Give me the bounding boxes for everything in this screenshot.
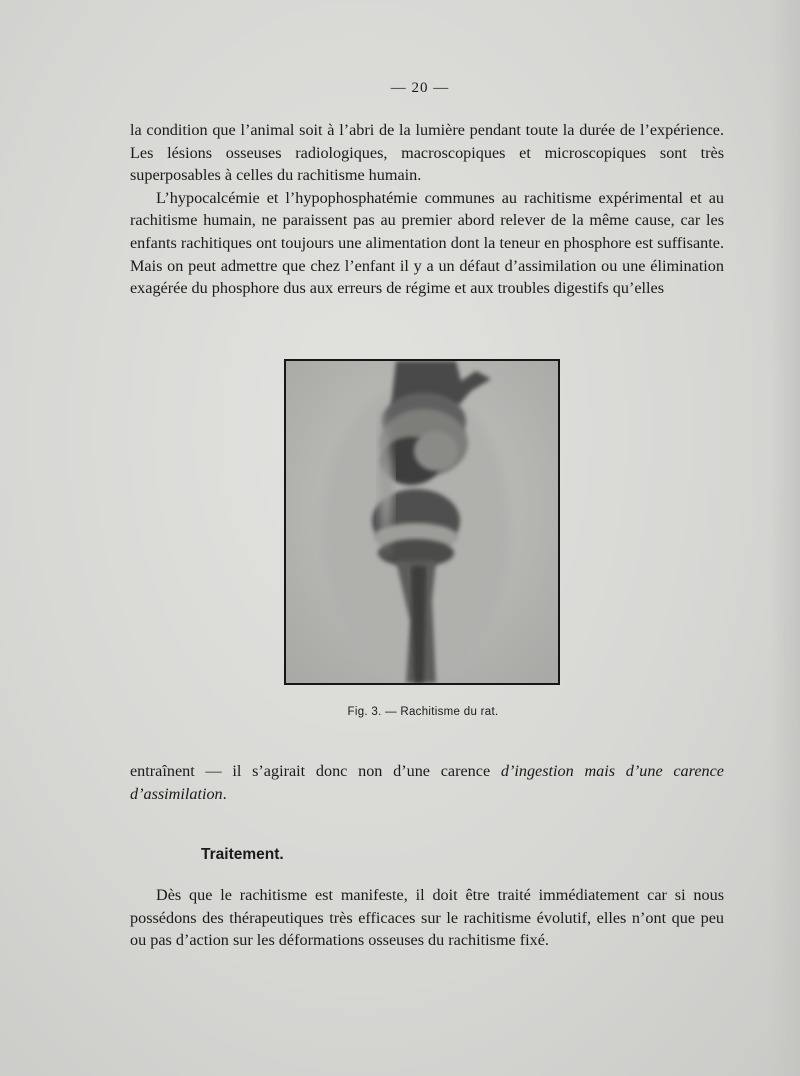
rat-bone-xray-image	[286, 361, 558, 683]
xray-figure	[284, 359, 560, 685]
continuation-end: .	[222, 784, 227, 803]
continuation-paragraph	[130, 760, 724, 805]
intro-text-block	[130, 119, 724, 300]
page-edge-shadow	[770, 0, 800, 1076]
continuation-text: entraînent — il s’agirait donc non d’une carence	[130, 762, 501, 780]
figure-caption: Fig. 3. — Rachitisme du rat.	[347, 706, 499, 718]
continuation-italic-text: d’ingestion mais d’une carence d’assimilation	[130, 762, 724, 803]
treatment-paragraph	[130, 884, 724, 952]
page-number: — 20 —	[390, 80, 450, 96]
paragraph-condition: la condition que l’animal soit à l’abri de la lumière pendant toute la durée de l’expérience. Les lésions osseuses radiologiques, macroscopiques et microscopiques sont très superposables à celles du rachitisme humain.	[130, 121, 724, 185]
section-heading: Traitement.	[201, 846, 284, 863]
paragraph-hypocalcemia: L’hypocalcémie et l’hypophosphatémie communes au rachitisme expérimental et au rachitisme humain, ne paraissent pas au premier abord relever de la même cause, car les enfants rachitiques ont toujours une alimentation dont la teneur en phosphore est suffisante. Mais on peut admettre que chez l’enfant il y a un défaut d’assimilation ou une élimination exagérée du phosphore dus aux erreurs de régime et aux troubles digestifs qu’elles	[130, 188, 724, 298]
treatment-text: Dès que le rachitisme est manifeste, il doit être traité immédiatement car si nous possédons des thérapeutiques très efficaces sur le rachitisme évolutif, elles n’ont que peu ou pas d’action sur les déformations osseuses du rachitisme fixé.	[130, 886, 724, 950]
